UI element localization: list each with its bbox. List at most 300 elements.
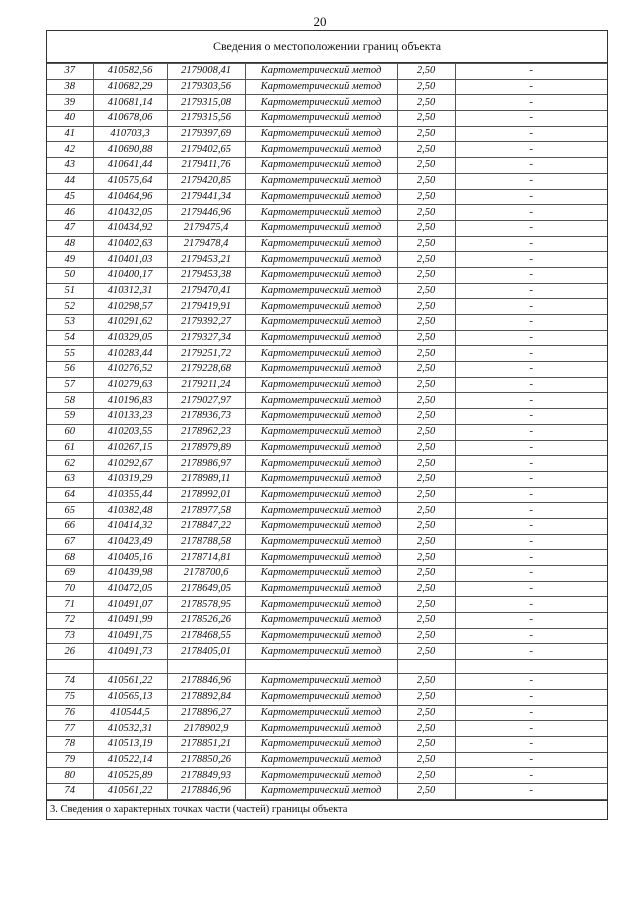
point-number-cell: 62 [47, 456, 93, 472]
point-number-cell: 48 [47, 236, 93, 252]
point-number-cell: 39 [47, 95, 93, 111]
point-number-cell: 66 [47, 518, 93, 534]
x-coordinate-cell: 410513,19 [93, 736, 167, 752]
method-cell: Картометрический метод [245, 236, 397, 252]
table-row [47, 267, 607, 283]
table-row [47, 95, 607, 111]
description-cell: - [455, 236, 607, 252]
y-coordinate-cell: 2179228,68 [167, 362, 245, 378]
accuracy-cell: 2,50 [397, 205, 455, 221]
point-number-cell: 59 [47, 409, 93, 425]
x-coordinate-cell: 410582,56 [93, 64, 167, 80]
y-coordinate-cell: 2178405,01 [167, 644, 245, 660]
method-cell: Картометрический метод [245, 628, 397, 644]
y-coordinate-cell: 2179411,76 [167, 158, 245, 174]
y-coordinate-cell: 2178788,58 [167, 534, 245, 550]
x-coordinate-cell: 410423,49 [93, 534, 167, 550]
point-number-cell: 71 [47, 597, 93, 613]
x-coordinate-cell: 410276,52 [93, 362, 167, 378]
point-number-cell: 73 [47, 628, 93, 644]
point-number-cell: 42 [47, 142, 93, 158]
y-coordinate-cell: 2178896,27 [167, 705, 245, 721]
method-cell: Картометрический метод [245, 613, 397, 629]
point-number-cell [47, 660, 93, 674]
table-row [47, 689, 607, 705]
y-coordinate-cell: 2179446,96 [167, 205, 245, 221]
x-coordinate-cell: 410329,05 [93, 330, 167, 346]
y-coordinate-cell [167, 660, 245, 674]
x-coordinate-cell: 410491,75 [93, 628, 167, 644]
table-row [47, 597, 607, 613]
y-coordinate-cell: 2179315,56 [167, 111, 245, 127]
table-row [47, 64, 607, 80]
x-coordinate-cell: 410312,31 [93, 283, 167, 299]
point-number-cell: 46 [47, 205, 93, 221]
description-cell: - [455, 644, 607, 660]
x-coordinate-cell: 410405,16 [93, 550, 167, 566]
accuracy-cell: 2,50 [397, 283, 455, 299]
method-cell [245, 660, 397, 674]
point-number-cell: 49 [47, 252, 93, 268]
table-row [47, 440, 607, 456]
description-cell: - [455, 581, 607, 597]
point-number-cell: 70 [47, 581, 93, 597]
x-coordinate-cell: 410641,44 [93, 158, 167, 174]
point-number-cell: 38 [47, 79, 93, 95]
x-coordinate-cell: 410464,96 [93, 189, 167, 205]
point-number-cell: 45 [47, 189, 93, 205]
description-cell: - [455, 377, 607, 393]
y-coordinate-cell: 2179470,41 [167, 283, 245, 299]
x-coordinate-cell: 410472,05 [93, 581, 167, 597]
accuracy-cell: 2,50 [397, 346, 455, 362]
table-row [47, 550, 607, 566]
y-coordinate-cell: 2178962,23 [167, 424, 245, 440]
description-cell: - [455, 189, 607, 205]
method-cell: Картометрический метод [245, 267, 397, 283]
accuracy-cell: 2,50 [397, 315, 455, 331]
table-row [47, 518, 607, 534]
y-coordinate-cell: 2178979,89 [167, 440, 245, 456]
description-cell: - [455, 409, 607, 425]
y-coordinate-cell: 2179251,72 [167, 346, 245, 362]
method-cell: Картометрический метод [245, 64, 397, 80]
point-number-cell: 54 [47, 330, 93, 346]
point-number-cell: 56 [47, 362, 93, 378]
method-cell: Картометрический метод [245, 173, 397, 189]
y-coordinate-cell: 2179478,4 [167, 236, 245, 252]
method-cell: Картометрический метод [245, 126, 397, 142]
description-cell: - [455, 299, 607, 315]
table-row [47, 236, 607, 252]
page-number: 20 [313, 14, 327, 29]
x-coordinate-cell: 410355,44 [93, 487, 167, 503]
table-row [47, 173, 607, 189]
description-cell: - [455, 721, 607, 737]
method-cell: Картометрический метод [245, 721, 397, 737]
x-coordinate-cell: 410434,92 [93, 220, 167, 236]
description-cell: - [455, 768, 607, 784]
method-cell: Картометрический метод [245, 189, 397, 205]
x-coordinate-cell: 410525,89 [93, 768, 167, 784]
y-coordinate-cell: 2179303,56 [167, 79, 245, 95]
method-cell: Картометрический метод [245, 346, 397, 362]
y-coordinate-cell: 2178578,95 [167, 597, 245, 613]
accuracy-cell: 2,50 [397, 581, 455, 597]
point-number-cell: 79 [47, 752, 93, 768]
point-number-cell: 74 [47, 783, 93, 799]
table-row [47, 79, 607, 95]
description-cell: - [455, 158, 607, 174]
y-coordinate-cell: 2178936,73 [167, 409, 245, 425]
accuracy-cell: 2,50 [397, 409, 455, 425]
description-cell: - [455, 566, 607, 582]
accuracy-cell: 2,50 [397, 299, 455, 315]
method-cell: Картометрический метод [245, 581, 397, 597]
x-coordinate-cell: 410491,99 [93, 613, 167, 629]
x-coordinate-cell: 410561,22 [93, 783, 167, 799]
point-number-cell: 78 [47, 736, 93, 752]
accuracy-cell: 2,50 [397, 158, 455, 174]
table-row [47, 315, 607, 331]
table-row [47, 220, 607, 236]
description-cell: - [455, 220, 607, 236]
method-cell: Картометрический метод [245, 597, 397, 613]
method-cell: Картометрический метод [245, 95, 397, 111]
accuracy-cell: 2,50 [397, 142, 455, 158]
y-coordinate-cell: 2179420,85 [167, 173, 245, 189]
x-coordinate-cell: 410682,29 [93, 79, 167, 95]
accuracy-cell: 2,50 [397, 189, 455, 205]
description-cell: - [455, 111, 607, 127]
y-coordinate-cell: 2178700,6 [167, 566, 245, 582]
method-cell: Картометрический метод [245, 736, 397, 752]
accuracy-cell: 2,50 [397, 267, 455, 283]
description-cell: - [455, 142, 607, 158]
point-number-cell: 64 [47, 487, 93, 503]
method-cell: Картометрический метод [245, 518, 397, 534]
description-cell: - [455, 173, 607, 189]
x-coordinate-cell: 410491,73 [93, 644, 167, 660]
method-cell: Картометрический метод [245, 440, 397, 456]
point-number-cell: 26 [47, 644, 93, 660]
accuracy-cell: 2,50 [397, 518, 455, 534]
description-cell: - [455, 362, 607, 378]
y-coordinate-cell: 2179008,41 [167, 64, 245, 80]
accuracy-cell: 2,50 [397, 64, 455, 80]
point-number-cell: 76 [47, 705, 93, 721]
accuracy-cell: 2,50 [397, 126, 455, 142]
x-coordinate-cell: 410414,32 [93, 518, 167, 534]
accuracy-cell: 2,50 [397, 252, 455, 268]
x-coordinate-cell: 410532,31 [93, 721, 167, 737]
description-cell: - [455, 613, 607, 629]
description-cell: - [455, 330, 607, 346]
method-cell: Картометрический метод [245, 158, 397, 174]
x-coordinate-cell: 410491,07 [93, 597, 167, 613]
y-coordinate-cell: 2179211,24 [167, 377, 245, 393]
method-cell: Картометрический метод [245, 471, 397, 487]
point-number-cell: 61 [47, 440, 93, 456]
method-cell: Картометрический метод [245, 550, 397, 566]
x-coordinate-cell: 410400,17 [93, 267, 167, 283]
table-row [47, 566, 607, 582]
point-number-cell: 60 [47, 424, 93, 440]
table-row [47, 783, 607, 799]
x-coordinate-cell: 410432,05 [93, 205, 167, 221]
x-coordinate-cell: 410298,57 [93, 299, 167, 315]
point-number-cell: 37 [47, 64, 93, 80]
accuracy-cell: 2,50 [397, 534, 455, 550]
description-cell: - [455, 689, 607, 705]
point-number-cell: 41 [47, 126, 93, 142]
y-coordinate-cell: 2178847,22 [167, 518, 245, 534]
x-coordinate-cell: 410382,48 [93, 503, 167, 519]
x-coordinate-cell: 410575,64 [93, 173, 167, 189]
table-row [47, 205, 607, 221]
coordinates-table-body [47, 64, 607, 800]
description-cell: - [455, 440, 607, 456]
accuracy-cell: 2,50 [397, 628, 455, 644]
table-row [47, 189, 607, 205]
description-cell: - [455, 95, 607, 111]
x-coordinate-cell [93, 660, 167, 674]
point-number-cell: 57 [47, 377, 93, 393]
accuracy-cell: 2,50 [397, 456, 455, 472]
point-number-cell: 44 [47, 173, 93, 189]
table-row [47, 736, 607, 752]
description-cell: - [455, 705, 607, 721]
x-coordinate-cell: 410291,62 [93, 315, 167, 331]
point-number-cell: 58 [47, 393, 93, 409]
description-cell: - [455, 393, 607, 409]
method-cell: Картометрический метод [245, 330, 397, 346]
point-number-cell: 40 [47, 111, 93, 127]
accuracy-cell: 2,50 [397, 783, 455, 799]
x-coordinate-cell: 410203,55 [93, 424, 167, 440]
accuracy-cell: 2,50 [397, 440, 455, 456]
description-cell: - [455, 346, 607, 362]
point-number-cell: 68 [47, 550, 93, 566]
description-cell: - [455, 471, 607, 487]
description-cell: - [455, 315, 607, 331]
table-row [47, 362, 607, 378]
accuracy-cell: 2,50 [397, 330, 455, 346]
accuracy-cell: 2,50 [397, 393, 455, 409]
description-cell: - [455, 456, 607, 472]
point-number-cell: 77 [47, 721, 93, 737]
y-coordinate-cell: 2179402,65 [167, 142, 245, 158]
y-coordinate-cell: 2179453,21 [167, 252, 245, 268]
accuracy-cell: 2,50 [397, 173, 455, 189]
description-cell: - [455, 267, 607, 283]
method-cell: Картометрический метод [245, 111, 397, 127]
table-row [47, 768, 607, 784]
point-number-cell: 74 [47, 674, 93, 690]
y-coordinate-cell: 2178849,93 [167, 768, 245, 784]
accuracy-cell: 2,50 [397, 597, 455, 613]
section-title: Сведения о местоположении границ объекта [47, 31, 607, 63]
table-row [47, 377, 607, 393]
y-coordinate-cell: 2179392,27 [167, 315, 245, 331]
method-cell: Картометрический метод [245, 299, 397, 315]
y-coordinate-cell: 2179475,4 [167, 220, 245, 236]
y-coordinate-cell: 2179397,69 [167, 126, 245, 142]
y-coordinate-cell: 2178851,21 [167, 736, 245, 752]
point-number-cell: 69 [47, 566, 93, 582]
point-number-cell: 63 [47, 471, 93, 487]
accuracy-cell: 2,50 [397, 111, 455, 127]
table-row [47, 752, 607, 768]
description-cell: - [455, 534, 607, 550]
point-number-cell: 65 [47, 503, 93, 519]
description-cell: - [455, 126, 607, 142]
y-coordinate-cell: 2178892,84 [167, 689, 245, 705]
accuracy-cell: 2,50 [397, 220, 455, 236]
accuracy-cell: 2,50 [397, 377, 455, 393]
x-coordinate-cell: 410283,44 [93, 346, 167, 362]
accuracy-cell [397, 660, 455, 674]
x-coordinate-cell: 410681,14 [93, 95, 167, 111]
x-coordinate-cell: 410402,63 [93, 236, 167, 252]
point-number-cell: 67 [47, 534, 93, 550]
method-cell: Картометрический метод [245, 205, 397, 221]
table-row [47, 721, 607, 737]
table-row [47, 613, 607, 629]
table-row [47, 330, 607, 346]
method-cell: Картометрический метод [245, 689, 397, 705]
x-coordinate-cell: 410561,22 [93, 674, 167, 690]
description-cell: - [455, 736, 607, 752]
accuracy-cell: 2,50 [397, 236, 455, 252]
accuracy-cell: 2,50 [397, 736, 455, 752]
accuracy-cell: 2,50 [397, 721, 455, 737]
accuracy-cell: 2,50 [397, 79, 455, 95]
table-row [47, 534, 607, 550]
method-cell: Картометрический метод [245, 362, 397, 378]
point-number-cell: 51 [47, 283, 93, 299]
point-number-cell: 75 [47, 689, 93, 705]
method-cell: Картометрический метод [245, 456, 397, 472]
method-cell: Картометрический метод [245, 768, 397, 784]
y-coordinate-cell: 2179441,34 [167, 189, 245, 205]
x-coordinate-cell: 410319,29 [93, 471, 167, 487]
y-coordinate-cell: 2179315,08 [167, 95, 245, 111]
y-coordinate-cell: 2178846,96 [167, 674, 245, 690]
x-coordinate-cell: 410439,98 [93, 566, 167, 582]
table-row [47, 393, 607, 409]
method-cell: Картометрический метод [245, 534, 397, 550]
accuracy-cell: 2,50 [397, 752, 455, 768]
method-cell: Картометрический метод [245, 503, 397, 519]
y-coordinate-cell: 2178850,26 [167, 752, 245, 768]
method-cell: Картометрический метод [245, 424, 397, 440]
coordinates-table [47, 63, 607, 800]
y-coordinate-cell: 2179453,38 [167, 267, 245, 283]
accuracy-cell: 2,50 [397, 424, 455, 440]
accuracy-cell: 2,50 [397, 705, 455, 721]
x-coordinate-cell: 410279,63 [93, 377, 167, 393]
method-cell: Картометрический метод [245, 644, 397, 660]
table-row [47, 126, 607, 142]
x-coordinate-cell: 410703,3 [93, 126, 167, 142]
method-cell: Картометрический метод [245, 142, 397, 158]
table-row [47, 471, 607, 487]
description-cell: - [455, 283, 607, 299]
table-row [47, 424, 607, 440]
point-number-cell: 80 [47, 768, 93, 784]
method-cell: Картометрический метод [245, 783, 397, 799]
description-cell: - [455, 205, 607, 221]
x-coordinate-cell: 410678,06 [93, 111, 167, 127]
y-coordinate-cell: 2179419,91 [167, 299, 245, 315]
x-coordinate-cell: 410690,88 [93, 142, 167, 158]
table-row [47, 283, 607, 299]
method-cell: Картометрический метод [245, 393, 397, 409]
point-number-cell: 53 [47, 315, 93, 331]
accuracy-cell: 2,50 [397, 503, 455, 519]
method-cell: Картометрический метод [245, 220, 397, 236]
description-cell: - [455, 503, 607, 519]
method-cell: Картометрический метод [245, 315, 397, 331]
footer-section-heading: 3. Сведения о характерных точках части (частей) границы объекта [47, 800, 607, 819]
method-cell: Картометрический метод [245, 79, 397, 95]
accuracy-cell: 2,50 [397, 613, 455, 629]
x-coordinate-cell: 410133,23 [93, 409, 167, 425]
y-coordinate-cell: 2178846,96 [167, 783, 245, 799]
method-cell: Картометрический метод [245, 377, 397, 393]
description-cell: - [455, 79, 607, 95]
table-row [47, 487, 607, 503]
boundary-table-frame [46, 30, 608, 820]
accuracy-cell: 2,50 [397, 550, 455, 566]
accuracy-cell: 2,50 [397, 95, 455, 111]
y-coordinate-cell: 2178977,58 [167, 503, 245, 519]
table-row [47, 158, 607, 174]
x-coordinate-cell: 410522,14 [93, 752, 167, 768]
point-number-cell: 52 [47, 299, 93, 315]
table-row [47, 252, 607, 268]
accuracy-cell: 2,50 [397, 471, 455, 487]
x-coordinate-cell: 410401,03 [93, 252, 167, 268]
y-coordinate-cell: 2178992,01 [167, 487, 245, 503]
point-number-cell: 72 [47, 613, 93, 629]
y-coordinate-cell: 2178989,11 [167, 471, 245, 487]
point-number-cell: 43 [47, 158, 93, 174]
y-coordinate-cell: 2178714,81 [167, 550, 245, 566]
method-cell: Картометрический метод [245, 283, 397, 299]
description-cell: - [455, 64, 607, 80]
method-cell: Картометрический метод [245, 252, 397, 268]
description-cell [455, 660, 607, 674]
method-cell: Картометрический метод [245, 674, 397, 690]
description-cell: - [455, 252, 607, 268]
method-cell: Картометрический метод [245, 705, 397, 721]
point-number-cell: 50 [47, 267, 93, 283]
y-coordinate-cell: 2178902,9 [167, 721, 245, 737]
accuracy-cell: 2,50 [397, 674, 455, 690]
table-row [47, 346, 607, 362]
x-coordinate-cell: 410292,67 [93, 456, 167, 472]
accuracy-cell: 2,50 [397, 487, 455, 503]
accuracy-cell: 2,50 [397, 362, 455, 378]
table-row [47, 644, 607, 660]
point-number-cell: 47 [47, 220, 93, 236]
x-coordinate-cell: 410267,15 [93, 440, 167, 456]
table-row [47, 409, 607, 425]
x-coordinate-cell: 410565,13 [93, 689, 167, 705]
description-cell: - [455, 518, 607, 534]
